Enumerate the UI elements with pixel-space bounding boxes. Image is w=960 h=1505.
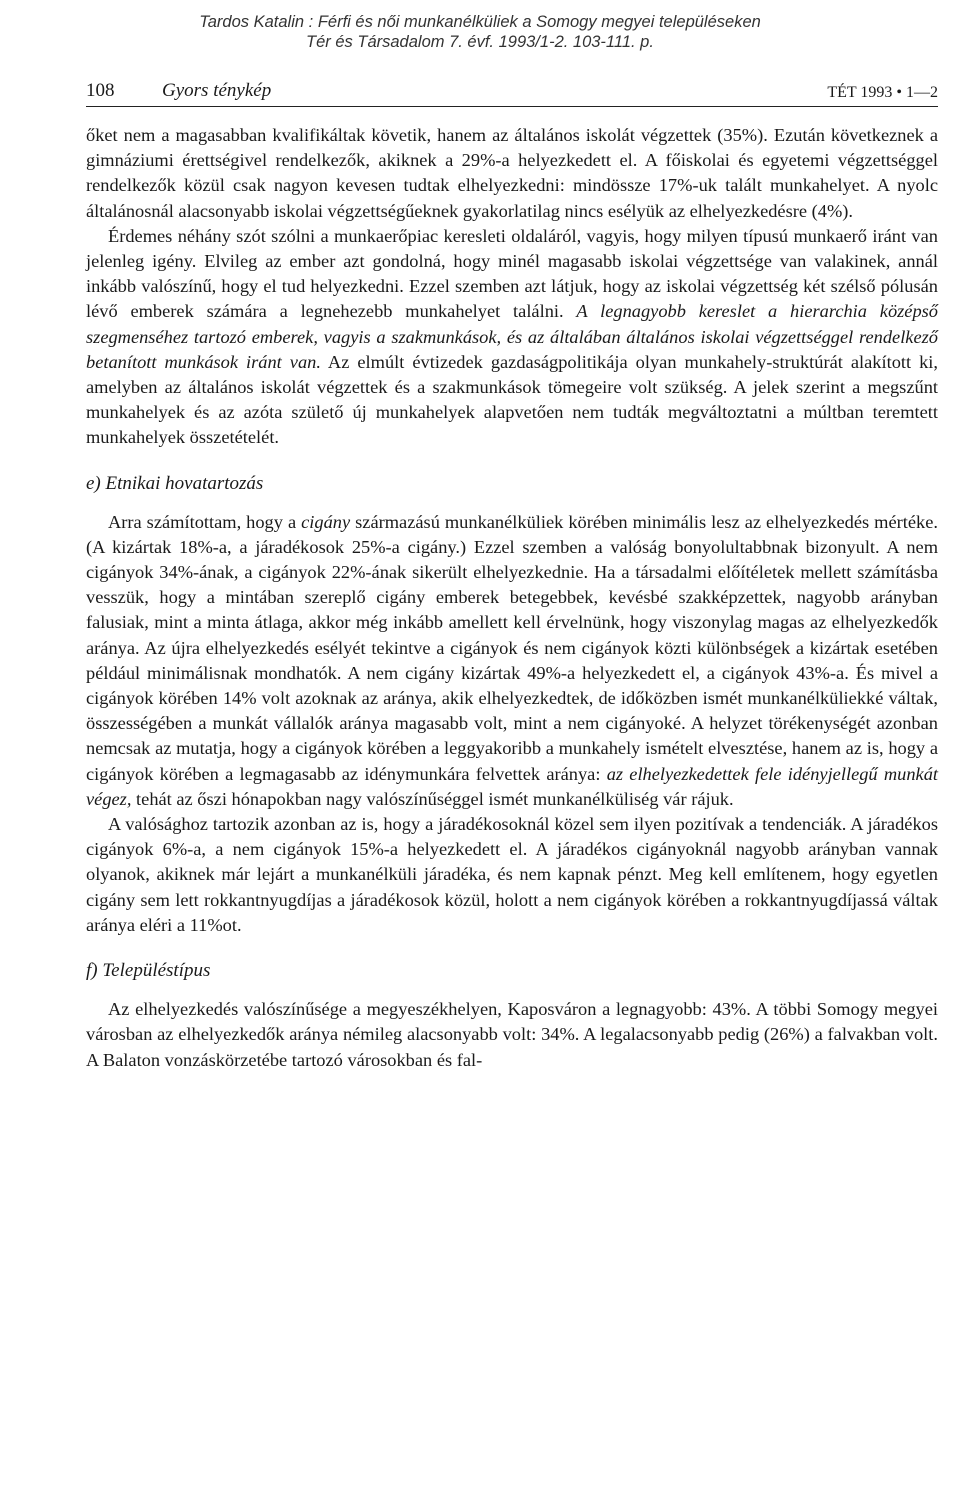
paragraph-3-text-b: származású munkanélküliek körében minimális lesz az elhelyezkedés mértéke. (A kizártak 18%-a, a járadékosok 25%-a cigány.) Ezzel szemben a valóság bonyolultabbnak bizonyult. A nem cigányok 34%-ának, a cigányok 22%-ának sikerült elhelyezkednie. Ha a társadalmi előítéletek mellett számításba vesszük, hogy a mintában szereplő cigány emberek betegebbek, kevésbé szakképzettek, nagyobb arányban falusiak, mint a minta átlaga, akkor még inkább amellett kell érvelnünk, hogy viszonylag magas az elhelyezkedők aránya. Az újra elhelyezkedés esélyét tekintve a cigányok és nem cigányok közti különbségek a kizártak esetében például minimálisnak mondhatók. A nem cigány kizártak 49%-a helyezkedett el, a cigányok 43%-a. És mivel a cigányok körében 14% volt azoknak az aránya, akik elhelyezkedtek, de időközben ismét munkanélküliekké váltak, összességében a munkát vállalók aránya magasabb volt, mint a nem cigányoké. A helyzet törékenységét azonban nemcsak az mutatja, hogy a cigányok körében a leggyakoribb a munkahely ismételt elvesztése, hanem az is, hogy a cigányok körében a legmagasabb az idénymunkára felvettek aránya: (86, 511, 939, 784)
journal-issue: TÉT 1993 • 1—2 (827, 84, 938, 101)
paragraph-3-text-a: Arra számítottam, hogy a (108, 511, 302, 532)
page-number: 108 (86, 80, 115, 101)
running-head (86, 80, 938, 104)
heading-settlement-type: f) Településtípus (86, 960, 211, 982)
paragraph-2-emphasis: A legnagyobb kereslet a hierarchia középső szegmenséhez tartozó emberek, vagyis a szakmunkások, és az általában általános iskolai végzettséggel rendelkező betanított munkások iránt van. (86, 301, 939, 372)
paragraph-2 (86, 224, 938, 451)
paragraph-3-text-c: tehát az őszi hónapokban nagy valószínűséggel ismét munkanélküliség vár rájuk. (131, 788, 734, 809)
paragraph-3-emphasis-2: az elhelyezkedettek fele idényjellegű munkát végez, (86, 763, 938, 809)
article-body (86, 123, 938, 1073)
header-rule (86, 106, 938, 107)
paragraph-2-text-a: Érdemes néhány szót szólni a munkaerőpiac keresleti oldaláról, vagyis, hogy milyen típusú munkaerő iránt van jelenleg igény. Elvileg az ember azt gondolná, hogy minél magasabb iskolai végzettsége van valakinek, annál inkább valószínű, hogy el tud helyezkedni. Ezzel szemben azt látjuk, hogy az iskolai végzettség két szélső pólusán lévő emberek számára a legnehezebb munkahelyet találni. (86, 225, 938, 322)
citation-line-1: Tardos Katalin : Férfi és női munkanélküliek a Somogy megyei településeken (199, 13, 761, 31)
paragraph-4: A valósághoz tartozik azonban az is, hogy a járadékosoknál közel sem ilyen pozitívak a tendenciák. A járadékos cigányok 6%-a, a nem cigányok 15%-a helyezkedett el. A járadékos cigányoknál nagyobb arányban vannak olyanok, akiknek már lejárt a munkanélküli járadéka, és nem kapnak pénzt. Meg kell említenem, hogy egyetlen cigány sem lett rokkantnyugdíjas a járadékosok közül, holott a nem cigányok körében a rokkantnyugdíjassá váltak aránya eléri a 11%ot. (86, 814, 938, 935)
section-title: Gyors ténykép (162, 80, 272, 101)
paragraph-3 (86, 510, 938, 812)
paragraph-1: őket nem a magasabban kvalifikáltak követik, hanem az általános iskolát végzettek (35%). Ezután következnek a gimnáziumi érettségivel rendelkezők, akiknek a 29%-a helyezkedett el. A főiskolai és egyetemi végzettséggel rendelkezők közül csak nagyon kevesen tudtak elhelyezkedni: mindössze 17%-uk talált munkahelyet. A nyolc általánosnál alacsonyabb iskolai végzettségűeknek gyakorlatilag nincs esélyük az elhelyezkedésre (4%). (86, 125, 938, 221)
paragraph-2-text-b: Az elmúlt évtizedek gazdaságpolitikája olyan munkahely-struktúrát alakított ki, amelyben az általános iskolát végzettek és a szakmunkások tömegeire volt szükség. A jelek szerint a megszűnt munkahelyek és az azóta születő új munkahelyek alapvetően nem tudták megváltoztatni a múltban teremtett munkahelyek összetételét. (86, 351, 939, 448)
heading-ethnicity: e) Etnikai hovatartozás (86, 472, 264, 494)
paragraph-3-emphasis-1: cigány (301, 511, 351, 532)
citation-header (0, 12, 960, 52)
paragraph-5: Az elhelyezkedés valószínűsége a megyeszékhelyen, Kaposváron a legnagyobb: 43%. A többi Somogy megyei városban az elhelyezkedők aránya némileg alacsonyabb volt: 34%. A legalacsonyabb pedig (26%) a falvakban volt. A Balaton vonzáskörzetébe tartozó városokban és fal- (86, 999, 938, 1070)
citation-line-2: Tér és Társadalom 7. évf. 1993/1-2. 103-111. p. (306, 33, 654, 51)
